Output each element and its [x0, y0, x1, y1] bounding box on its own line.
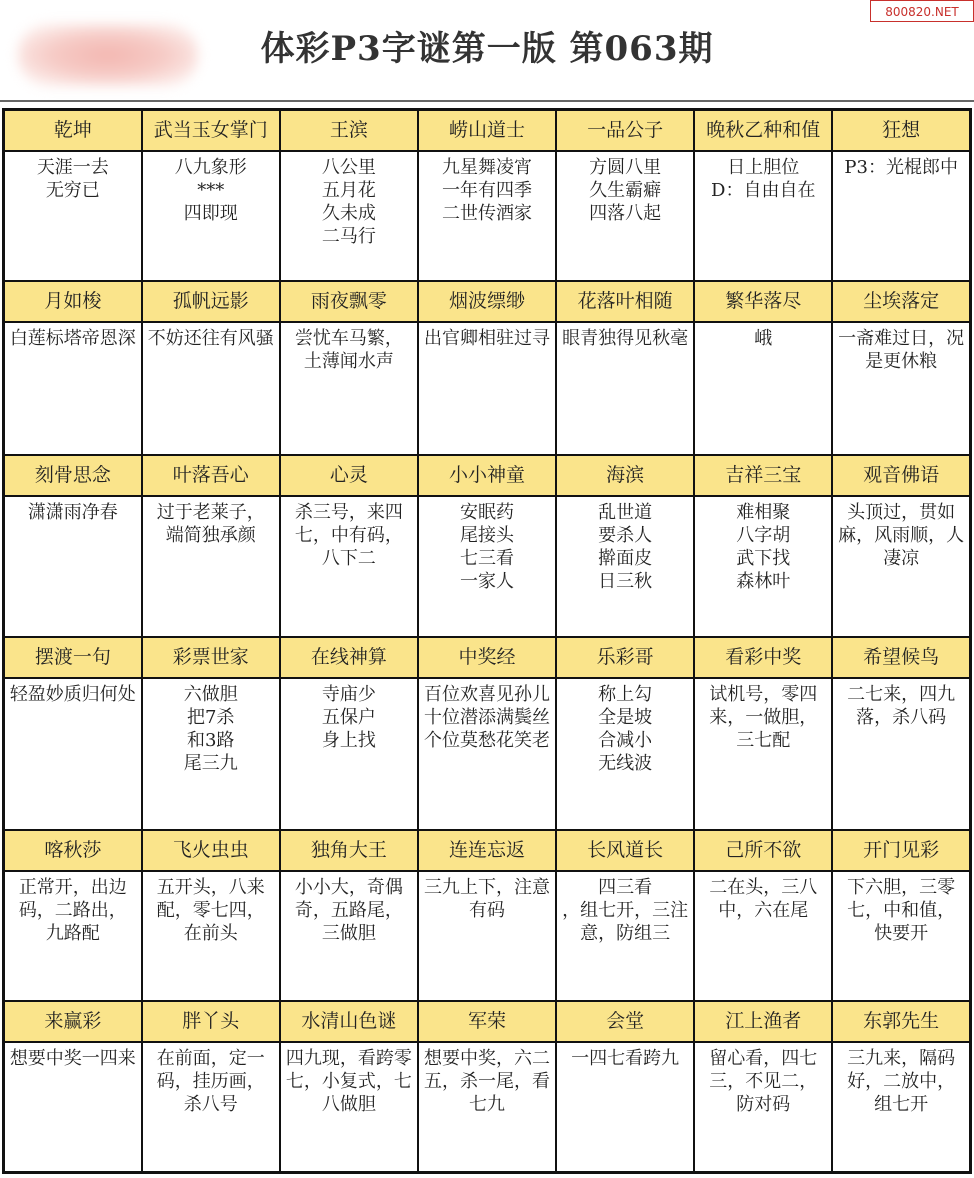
riddle-cell — [694, 322, 832, 455]
author-header: 水清山色谜 — [280, 1001, 418, 1042]
author-header: 尘埃落定 — [832, 281, 970, 322]
riddle-line: 试机号，零四来，一做胆， — [709, 684, 818, 729]
header-row — [4, 110, 971, 152]
riddle-line: 出官卿相驻过寻 — [423, 328, 550, 350]
riddle-line: 组七开 — [874, 1093, 929, 1115]
riddle-row — [4, 151, 971, 281]
author-header: 乐彩哥 — [556, 637, 694, 678]
riddle-cell — [142, 151, 280, 281]
riddle-cell — [832, 496, 970, 637]
riddle-cell — [418, 678, 556, 830]
author-header: 心灵 — [280, 455, 418, 496]
riddle-line: 合减小 — [598, 730, 653, 752]
author-header: 小小神童 — [418, 455, 556, 496]
riddle-line: 峨 — [754, 328, 773, 350]
riddle-line: 二世传酒家 — [441, 203, 532, 225]
riddle-cell — [4, 678, 142, 830]
riddle-line: 无线波 — [598, 753, 653, 775]
riddle-cell — [418, 151, 556, 281]
riddle-line: 三九来，隔码好，二放中， — [847, 1047, 956, 1092]
riddle-cell — [4, 1042, 142, 1173]
riddle-cell — [556, 151, 694, 281]
author-header: 刻骨思念 — [4, 455, 142, 496]
author-header: 喀秋莎 — [4, 830, 142, 871]
riddle-line: 头顶过，贯如麻，风雨顺，人凄凉 — [838, 502, 965, 570]
author-header: 来赢彩 — [4, 1001, 142, 1042]
riddle-cell — [142, 678, 280, 830]
header-row — [4, 637, 971, 678]
riddle-line: 一四七看跨九 — [571, 1047, 680, 1069]
riddle-line: 八下二 — [321, 548, 376, 570]
riddle-line: 四九现，看跨零七，小复式，七八做胆 — [285, 1047, 412, 1115]
riddle-line: *** — [197, 180, 225, 202]
riddle-line: 久未成 — [321, 203, 376, 225]
riddle-cell — [280, 678, 418, 830]
riddle-line: 尾三九 — [183, 753, 238, 775]
riddle-line: 个位莫愁花笑老 — [423, 730, 550, 752]
riddle-line: 一年有四季 — [441, 180, 532, 202]
page-title: 体彩P3字谜第一版 第063期 — [260, 29, 714, 69]
riddle-line: D：自由自在 — [711, 180, 816, 202]
author-header: 军荣 — [418, 1001, 556, 1042]
riddle-line: 想要中奖，六二五，杀一尾，看七九 — [423, 1047, 550, 1115]
riddle-line: 下六胆，三零七，中和值， — [847, 876, 956, 921]
riddle-cell — [4, 322, 142, 455]
riddle-line: 武下找 — [736, 548, 791, 570]
riddle-cell — [832, 322, 970, 455]
riddle-cell — [418, 1042, 556, 1173]
riddle-line: 方圆八里 — [589, 157, 662, 179]
riddle-line: 天涯一去 — [36, 157, 109, 179]
riddle-cell — [556, 496, 694, 637]
riddle-line: 八字胡 — [736, 525, 791, 547]
author-header: 看彩中奖 — [694, 637, 832, 678]
author-header: 长风道长 — [556, 830, 694, 871]
riddle-line: 四落八起 — [589, 203, 662, 225]
author-header: 独角大王 — [280, 830, 418, 871]
riddle-line: 八公里 — [321, 157, 376, 179]
riddle-cell — [694, 151, 832, 281]
riddle-cell — [418, 871, 556, 1001]
riddle-line: 不妨还往有风骚 — [147, 328, 274, 350]
author-header: 雨夜飘零 — [280, 281, 418, 322]
riddle-row — [4, 322, 971, 455]
author-header: 吉祥三宝 — [694, 455, 832, 496]
riddle-line: 无穷已 — [45, 180, 100, 202]
author-header: 开门见彩 — [832, 830, 970, 871]
riddle-line: 杀八号 — [183, 1093, 238, 1115]
riddle-line: 尾接头 — [459, 525, 514, 547]
riddle-line: 日三秋 — [598, 571, 653, 593]
riddle-cell — [832, 678, 970, 830]
riddle-cell — [694, 496, 832, 637]
riddle-line: 眼青独得见秋毫 — [562, 328, 689, 350]
riddle-line: 久生霸癖 — [589, 180, 662, 202]
header-row — [4, 830, 971, 871]
riddle-table — [2, 108, 972, 1174]
riddle-line: 白莲标塔帝恩深 — [9, 328, 136, 350]
riddle-line: 杀三号，来四七，中有码， — [294, 502, 403, 547]
riddle-line: 三九上下，注意有码 — [423, 876, 550, 921]
author-header: 孤帆远影 — [142, 281, 280, 322]
author-header: 叶落吾心 — [142, 455, 280, 496]
author-header: 花落叶相随 — [556, 281, 694, 322]
riddle-row — [4, 678, 971, 830]
riddle-cell — [832, 1042, 970, 1173]
riddle-line: 九路配 — [45, 922, 100, 944]
header-row — [4, 1001, 971, 1042]
author-header: 希望候鸟 — [832, 637, 970, 678]
riddle-line: 八九象形 — [174, 157, 247, 179]
riddle-cell — [142, 496, 280, 637]
riddle-line: 端简独承颜 — [165, 525, 256, 547]
riddle-cell — [832, 871, 970, 1001]
header-row — [4, 455, 971, 496]
riddle-line: 乱世道 — [598, 502, 653, 524]
riddle-cell — [142, 871, 280, 1001]
author-header: 连连忘返 — [418, 830, 556, 871]
riddle-line: 四即现 — [183, 203, 238, 225]
author-header: 东郭先生 — [832, 1001, 970, 1042]
riddle-line: 二马行 — [321, 226, 376, 248]
riddle-line: 防对码 — [736, 1093, 791, 1115]
author-header: 胖丫头 — [142, 1001, 280, 1042]
riddle-cell — [280, 1042, 418, 1173]
riddle-line: 在前面，定一码，挂历画， — [156, 1047, 265, 1092]
author-header: 王滨 — [280, 110, 418, 152]
riddle-line: 快要开 — [874, 922, 929, 944]
riddle-line: 小小大，奇偶奇，五路尾， — [294, 876, 403, 921]
author-header: 晚秋乙种和值 — [694, 110, 832, 152]
riddle-line: 想要中奖一四来 — [9, 1047, 136, 1069]
header-row — [4, 281, 971, 322]
riddle-row — [4, 871, 971, 1001]
riddle-line: 十位潜添满鬓丝 — [423, 707, 550, 729]
riddle-line: 森林叶 — [736, 571, 791, 593]
riddle-line: 潇潇雨净春 — [27, 502, 118, 524]
riddle-cell — [418, 322, 556, 455]
riddle-line: P3：光棍郎中 — [844, 157, 958, 179]
divider — [0, 100, 974, 102]
riddle-line: 百位欢喜见孙儿 — [423, 684, 550, 706]
riddle-row — [4, 1042, 971, 1173]
riddle-line: 正常开，出边码，二路出， — [18, 876, 127, 921]
author-header: 会堂 — [556, 1001, 694, 1042]
author-header: 狂想 — [832, 110, 970, 152]
riddle-line: 二在头，三八中，六在尾 — [709, 876, 818, 921]
riddle-line: 身上找 — [321, 730, 376, 752]
riddle-line: 九星舞凌宵 — [441, 157, 532, 179]
riddle-cell — [556, 322, 694, 455]
author-header: 江上渔者 — [694, 1001, 832, 1042]
riddle-line: 一家人 — [459, 571, 514, 593]
riddle-row — [4, 496, 971, 637]
riddle-line: 过于老莱子， — [156, 502, 265, 524]
author-header: 飞火虫虫 — [142, 830, 280, 871]
author-header: 观音佛语 — [832, 455, 970, 496]
riddle-cell — [280, 151, 418, 281]
author-header: 繁华落尽 — [694, 281, 832, 322]
author-header: 在线神算 — [280, 637, 418, 678]
riddle-line: 日上胆位 — [727, 157, 800, 179]
riddle-cell — [280, 322, 418, 455]
author-header: 摆渡一句 — [4, 637, 142, 678]
author-header: 中奖经 — [418, 637, 556, 678]
riddle-line: 全是坡 — [598, 707, 653, 729]
author-header: 彩票世家 — [142, 637, 280, 678]
riddle-line: 和3路 — [186, 730, 235, 752]
riddle-line: 擀面皮 — [598, 548, 653, 570]
riddle-cell — [142, 322, 280, 455]
riddle-cell — [832, 151, 970, 281]
riddle-cell — [4, 151, 142, 281]
riddle-line: 五月花 — [321, 180, 376, 202]
author-header: 烟波缥缈 — [418, 281, 556, 322]
riddle-cell — [418, 496, 556, 637]
riddle-cell — [4, 871, 142, 1001]
riddle-cell — [280, 871, 418, 1001]
riddle-line: 土薄闻水声 — [303, 351, 394, 373]
author-header: 月如梭 — [4, 281, 142, 322]
watermark-badge: 800820.NET — [870, 0, 974, 22]
riddle-line: 难相聚 — [736, 502, 791, 524]
riddle-line: 四三看 — [598, 876, 653, 898]
riddle-line: 三七配 — [736, 730, 791, 752]
riddle-line: 尝忧车马繁， — [294, 328, 403, 350]
riddle-line: 三做胆 — [321, 922, 376, 944]
riddle-cell — [556, 1042, 694, 1173]
riddle-line: ，组七开，三注意，防组三 — [562, 899, 689, 944]
riddle-cell — [694, 678, 832, 830]
riddle-line: 把7杀 — [186, 707, 235, 729]
riddle-line: 一斋难过日，况是更休粮 — [838, 328, 965, 373]
riddle-line: 安眠药 — [459, 502, 514, 524]
riddle-line: 五开头，八来配，零七四， — [156, 876, 265, 921]
riddle-line: 在前头 — [183, 922, 238, 944]
riddle-line: 五保户 — [321, 707, 376, 729]
riddle-line: 七三看 — [459, 548, 514, 570]
riddle-line: 寺庙少 — [321, 684, 376, 706]
author-header: 武当玉女掌门 — [142, 110, 280, 152]
riddle-line: 称上勾 — [598, 684, 653, 706]
riddle-cell — [556, 871, 694, 1001]
riddle-line: 轻盈妙质归何处 — [9, 684, 136, 706]
riddle-line: 二七来，四九落，杀八码 — [847, 684, 956, 729]
riddle-cell — [4, 496, 142, 637]
author-header: 己所不欲 — [694, 830, 832, 871]
riddle-cell — [556, 678, 694, 830]
riddle-cell — [694, 871, 832, 1001]
riddle-line: 六做胆 — [183, 684, 238, 706]
author-header: 乾坤 — [4, 110, 142, 152]
riddle-cell — [280, 496, 418, 637]
author-header: 一品公子 — [556, 110, 694, 152]
riddle-line: 留心看，四七三，不见二， — [709, 1047, 818, 1092]
riddle-cell — [142, 1042, 280, 1173]
author-header: 海滨 — [556, 455, 694, 496]
author-header: 崂山道士 — [418, 110, 556, 152]
riddle-cell — [694, 1042, 832, 1173]
riddle-line: 要杀人 — [598, 525, 653, 547]
